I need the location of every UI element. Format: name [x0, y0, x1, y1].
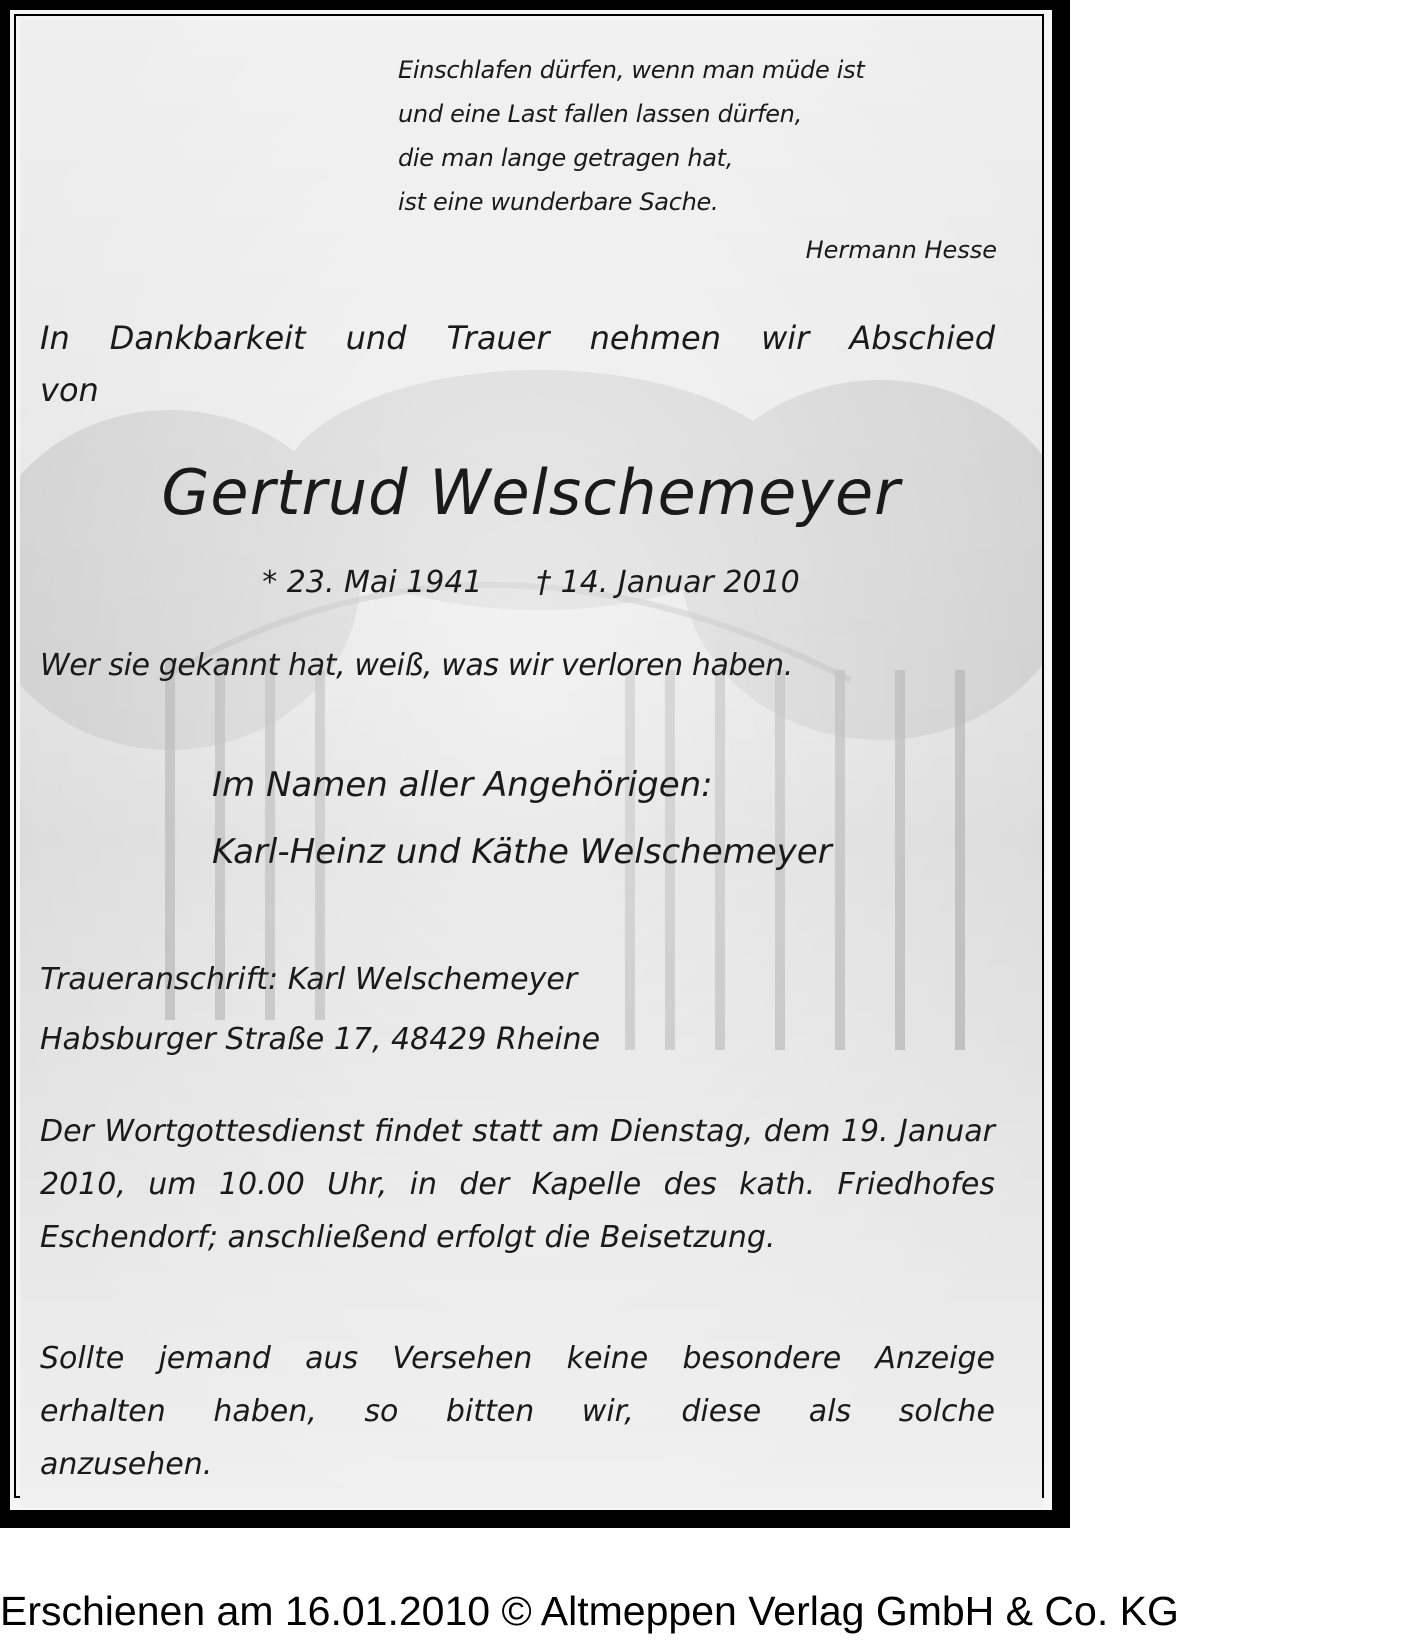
- quote-line-1: Einschlafen dürfen, wenn man müde ist: [398, 56, 865, 84]
- closing-notice: Sollte jemand aus Versehen keine besondere Anzeige erhalten haben, so bitten wir, diese als solche anzusehen.: [40, 1341, 995, 1482]
- farewell-intro: In Dankbarkeit und Trauer nehmen wir Abschied von: [40, 319, 995, 409]
- mourning-address: [40, 950, 600, 1070]
- death-date: † 14. Januar 2010: [536, 565, 800, 600]
- quote-line-3: die man lange getragen hat,: [398, 144, 734, 172]
- remembrance-line: Wer sie gekannt hat, weiß, was wir verloren haben.: [40, 648, 793, 683]
- address-line-1: Traueranschrift: Karl Welschemeyer: [40, 962, 578, 997]
- deceased-name: Gertrud Welschemeyer: [161, 456, 901, 529]
- quote-author: Hermann Hesse: [805, 236, 997, 264]
- hesse-quote: [398, 48, 864, 224]
- birth-date: * 23. Mai 1941: [262, 565, 483, 600]
- publication-footer: Erschienen am 16.01.2010 © Altmeppen Verlag GmbH & Co. KG: [0, 1588, 1179, 1634]
- family-intro: Im Namen aller Angehörigen:: [212, 765, 713, 805]
- quote-line-4: ist eine wunderbare Sache.: [398, 188, 719, 216]
- life-dates: [20, 565, 1042, 600]
- quote-line-2: und eine Last fallen lassen dürfen,: [398, 100, 802, 128]
- family-names: Karl-Heinz und Käthe Welschemeyer: [212, 832, 832, 872]
- address-line-2: Habsburger Straße 17, 48429 Rheine: [40, 1022, 601, 1057]
- obituary-notice: [20, 20, 1042, 1508]
- service-details: Der Wortgottesdienst findet statt am Dienstag, dem 19. Januar 2010, um 10.00 Uhr, in der Kapelle des kath. Friedhofes Eschendorf; anschließend erfolgt die Beisetzung.: [40, 1114, 995, 1255]
